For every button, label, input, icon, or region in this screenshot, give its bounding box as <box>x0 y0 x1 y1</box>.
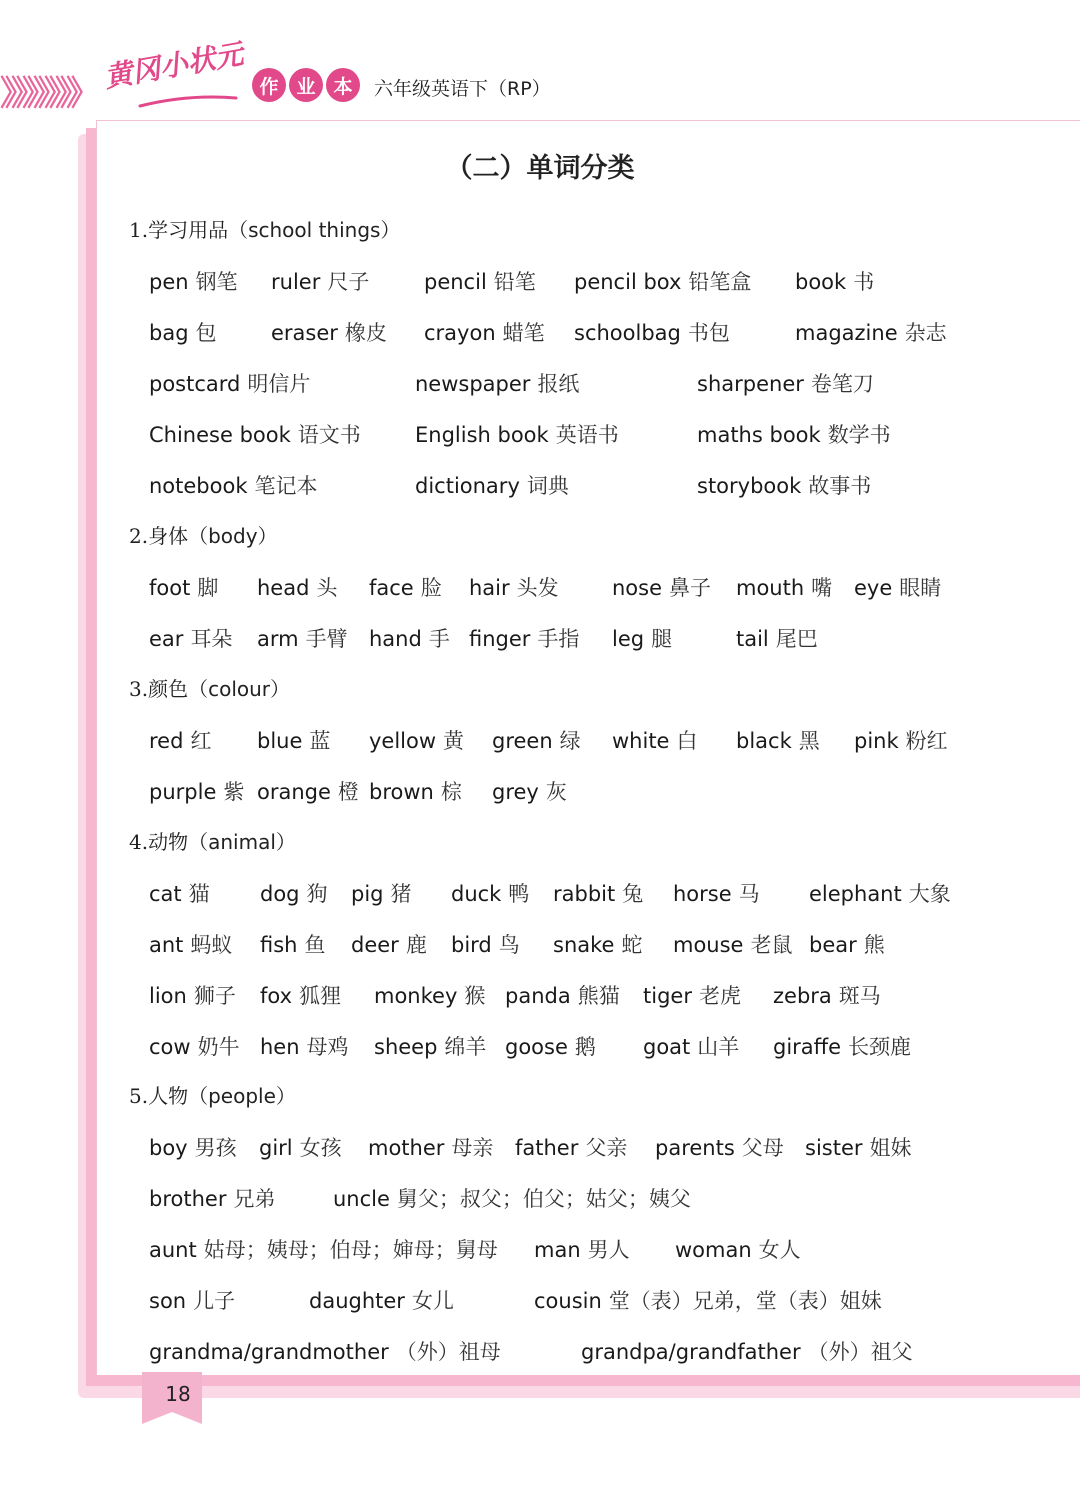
word-chinese: 蚂蚁 <box>190 933 233 957</box>
word-english: leg <box>612 627 645 651</box>
word-item-woman <box>675 1234 801 1264</box>
word-english: eye <box>854 576 893 600</box>
word-chinese: 堂（表）兄弟，堂（表）姐妹 <box>608 1289 882 1313</box>
word-english: sister <box>805 1136 863 1160</box>
word-english: daughter <box>309 1289 405 1313</box>
word-english: nose <box>612 576 663 600</box>
word-english: grandpa/grandfather <box>581 1340 801 1364</box>
word-chinese: 黄 <box>443 729 465 753</box>
word-chinese: 父母 <box>741 1136 784 1160</box>
word-chinese: 蓝 <box>309 729 331 753</box>
word-english: son <box>149 1289 187 1313</box>
word-item-orange <box>257 776 359 806</box>
word-chinese: 男孩 <box>194 1136 237 1160</box>
word-chinese: 男人 <box>587 1238 630 1262</box>
category-heading-num: 4. <box>129 830 149 854</box>
word-item-pig <box>351 878 412 908</box>
word-item-dog <box>260 878 328 908</box>
word-chinese: 鸭 <box>508 882 530 906</box>
word-chinese: 马 <box>738 882 760 906</box>
word-english: ruler <box>271 270 321 294</box>
word-chinese: 橡皮 <box>344 321 387 345</box>
word-item-monkey <box>374 980 485 1010</box>
word-item-fox <box>260 980 341 1010</box>
word-english: yellow <box>369 729 437 753</box>
word-chinese: 粉红 <box>905 729 948 753</box>
category-heading-en: （body） <box>188 524 278 548</box>
word-chinese: 嘴 <box>811 576 833 600</box>
word-item-man <box>534 1234 630 1264</box>
word-item-grandma-grandmother <box>149 1336 501 1366</box>
word-item-finger <box>469 623 579 653</box>
word-item-ear <box>149 623 232 653</box>
word-item-foot <box>149 572 218 602</box>
word-item-mother <box>368 1132 493 1162</box>
word-item-pencil <box>424 266 536 296</box>
word-chinese: 杂志 <box>904 321 947 345</box>
word-chinese: 腿 <box>651 627 673 651</box>
word-english: black <box>736 729 792 753</box>
category-heading-en: （school things） <box>228 218 401 242</box>
word-english: ear <box>149 627 184 651</box>
word-english: dog <box>260 882 300 906</box>
word-item-grandpa-grandfather <box>581 1336 913 1366</box>
word-english: zebra <box>773 984 832 1008</box>
category-heading-school-things <box>129 214 400 243</box>
word-english: sheep <box>374 1035 438 1059</box>
category-heading-animal <box>129 826 296 855</box>
word-item-fish <box>260 929 325 959</box>
word-english: schoolbag <box>574 321 681 345</box>
word-item-rabbit <box>553 878 643 908</box>
word-english: tiger <box>643 984 692 1008</box>
word-item-yellow <box>369 725 464 755</box>
word-chinese: 白 <box>676 729 698 753</box>
word-chinese: 灰 <box>545 780 567 804</box>
word-item-goose <box>505 1031 596 1061</box>
word-chinese: 橙 <box>337 780 359 804</box>
category-heading-en: （colour） <box>188 677 291 701</box>
category-heading-cn: 人物 <box>148 1084 189 1108</box>
word-english: cow <box>149 1035 191 1059</box>
word-chinese: 铅笔 <box>493 270 536 294</box>
word-english: tail <box>736 627 769 651</box>
word-chinese: 猫 <box>188 882 210 906</box>
word-english: head <box>257 576 310 600</box>
word-english: magazine <box>795 321 898 345</box>
word-item-tiger <box>643 980 741 1010</box>
word-chinese: 铅笔盒 <box>688 270 752 294</box>
word-item-purple <box>149 776 244 806</box>
word-english: elephant <box>809 882 902 906</box>
book-title: 六年级英语下（RP） <box>374 78 551 100</box>
word-english: sharpener <box>697 372 804 396</box>
word-chinese: 鹅 <box>574 1035 596 1059</box>
word-english: fox <box>260 984 293 1008</box>
word-item-grey <box>492 776 567 806</box>
word-item-uncle <box>333 1183 691 1213</box>
word-item-cat <box>149 878 210 908</box>
word-chinese: 黑 <box>798 729 820 753</box>
section-title: （二）单词分类 <box>445 153 635 184</box>
word-english: brown <box>369 780 434 804</box>
word-english: man <box>534 1238 581 1262</box>
word-item-deer <box>351 929 427 959</box>
word-chinese: 老鼠 <box>750 933 793 957</box>
word-item-bird <box>451 929 520 959</box>
word-chinese: 鸟 <box>498 933 520 957</box>
word-chinese: 报纸 <box>537 372 580 396</box>
category-heading-en: （people） <box>188 1084 296 1108</box>
word-item-magazine <box>795 317 947 347</box>
homework-badges <box>252 68 360 102</box>
word-item-arm <box>257 623 348 653</box>
word-item-father <box>515 1132 627 1162</box>
word-chinese: 狮子 <box>193 984 236 1008</box>
word-english: English book <box>415 423 549 447</box>
word-english: mouth <box>736 576 805 600</box>
word-item-parents <box>655 1132 784 1162</box>
word-english: grey <box>492 780 539 804</box>
word-item-brown <box>369 776 462 806</box>
word-english: bird <box>451 933 492 957</box>
word-chinese: 语文书 <box>297 423 361 447</box>
word-item-mouse <box>673 929 792 959</box>
word-item-bag <box>149 317 217 347</box>
word-item-hen <box>260 1031 349 1061</box>
word-english: duck <box>451 882 502 906</box>
category-heading-num: 5. <box>129 1084 149 1108</box>
word-chinese: 长颈鹿 <box>848 1035 912 1059</box>
word-english: postcard <box>149 372 241 396</box>
word-item-postcard <box>149 368 310 398</box>
word-chinese: 兄弟 <box>233 1187 276 1211</box>
word-chinese: 奶牛 <box>197 1035 240 1059</box>
word-item-white <box>612 725 697 755</box>
word-english: eraser <box>271 321 338 345</box>
brand-swoosh-icon <box>138 92 238 110</box>
word-english: face <box>369 576 414 600</box>
category-heading-en: （animal） <box>188 830 296 854</box>
word-english: cousin <box>534 1289 602 1313</box>
word-english: mother <box>368 1136 445 1160</box>
category-heading-cn: 颜色 <box>148 677 189 701</box>
word-english: lion <box>149 984 187 1008</box>
word-item-book <box>795 266 874 296</box>
word-english: hen <box>260 1035 300 1059</box>
word-item-brother <box>149 1183 275 1213</box>
category-heading-num: 1. <box>129 218 149 242</box>
word-chinese: 书 <box>853 270 875 294</box>
word-chinese: 舅父；叔父；伯父；姑父；姨父 <box>396 1187 691 1211</box>
word-chinese: 鼻子 <box>669 576 712 600</box>
badge-zuo: 作 <box>252 68 286 102</box>
word-english: blue <box>257 729 303 753</box>
word-english: green <box>492 729 553 753</box>
word-chinese: 老虎 <box>698 984 741 1008</box>
word-chinese: 绿 <box>559 729 581 753</box>
category-heading-cn: 身体 <box>148 524 189 548</box>
word-chinese: 蛇 <box>621 933 643 957</box>
header-chevrons: 》》》》》》》 <box>0 74 94 114</box>
word-english: pen <box>149 270 189 294</box>
word-chinese: 手 <box>428 627 450 651</box>
word-item-tail <box>736 623 818 653</box>
word-item-daughter <box>309 1285 454 1315</box>
word-english: notebook <box>149 474 248 498</box>
word-item-panda <box>505 980 620 1010</box>
word-english: orange <box>257 780 331 804</box>
word-english: woman <box>675 1238 752 1262</box>
word-chinese: 钢笔 <box>195 270 238 294</box>
word-english: aunt <box>149 1238 197 1262</box>
word-chinese: 猴 <box>464 984 486 1008</box>
word-item-green <box>492 725 581 755</box>
brand-name: 黄冈小状元 <box>101 37 246 95</box>
word-chinese: 猪 <box>390 882 412 906</box>
word-english: parents <box>655 1136 735 1160</box>
word-chinese: 兔 <box>622 882 644 906</box>
word-item-zebra <box>773 980 881 1010</box>
word-item-maths-book <box>697 419 891 449</box>
word-chinese: 明信片 <box>247 372 311 396</box>
word-english: rabbit <box>553 882 616 906</box>
word-item-duck <box>451 878 529 908</box>
word-english: pencil <box>424 270 487 294</box>
word-item-pen <box>149 266 238 296</box>
word-item-dictionary <box>415 470 569 500</box>
word-english: giraffe <box>773 1035 842 1059</box>
word-item-cow <box>149 1031 240 1061</box>
word-english: pink <box>854 729 899 753</box>
category-heading-colour <box>129 673 290 702</box>
word-item-sister <box>805 1132 912 1162</box>
word-item-eye <box>854 572 941 602</box>
word-chinese: 母亲 <box>451 1136 494 1160</box>
word-english: bear <box>809 933 857 957</box>
word-item-cousin <box>534 1285 882 1315</box>
word-english: pig <box>351 882 384 906</box>
word-english: book <box>795 270 847 294</box>
word-chinese: 姑母；姨母；伯母；婶母；舅母 <box>203 1238 498 1262</box>
word-item-black <box>736 725 820 755</box>
word-item-girl <box>259 1132 342 1162</box>
word-chinese: （外）祖父 <box>807 1340 913 1364</box>
page-number-tab <box>140 1372 202 1426</box>
word-english: snake <box>553 933 615 957</box>
word-item-aunt <box>149 1234 498 1264</box>
category-heading-num: 3. <box>129 677 149 701</box>
word-item-english-book <box>415 419 619 449</box>
word-item-giraffe <box>773 1031 911 1061</box>
word-english: uncle <box>333 1187 390 1211</box>
word-english: foot <box>149 576 191 600</box>
word-chinese: 大象 <box>908 882 951 906</box>
word-item-notebook <box>149 470 318 500</box>
word-item-horse <box>673 878 760 908</box>
word-item-snake <box>553 929 642 959</box>
word-item-head <box>257 572 337 602</box>
word-chinese: 尺子 <box>327 270 370 294</box>
word-english: hair <box>469 576 510 600</box>
word-item-red <box>149 725 211 755</box>
word-item-ant <box>149 929 232 959</box>
word-english: cat <box>149 882 182 906</box>
word-chinese: 姐妹 <box>869 1136 912 1160</box>
word-english: boy <box>149 1136 188 1160</box>
word-item-mouth <box>736 572 832 602</box>
word-chinese: 熊 <box>863 933 885 957</box>
word-chinese: 手指 <box>537 627 580 651</box>
word-item-elephant <box>809 878 951 908</box>
word-item-nose <box>612 572 711 602</box>
word-english: newspaper <box>415 372 531 396</box>
page-number: 18 <box>165 1382 191 1406</box>
word-chinese: 狐狸 <box>299 984 342 1008</box>
word-chinese: 尾巴 <box>775 627 818 651</box>
word-english: horse <box>673 882 732 906</box>
word-item-face <box>369 572 442 602</box>
word-chinese: 脚 <box>197 576 219 600</box>
category-heading-cn: 学习用品 <box>148 218 229 242</box>
word-chinese: 棕 <box>440 780 462 804</box>
word-chinese: 头 <box>316 576 338 600</box>
word-item-crayon <box>424 317 545 347</box>
word-chinese: 耳朵 <box>190 627 233 651</box>
word-english: mouse <box>673 933 744 957</box>
word-english: goose <box>505 1035 568 1059</box>
word-chinese: 英语书 <box>555 423 619 447</box>
word-chinese: 女人 <box>758 1238 801 1262</box>
word-english: fish <box>260 933 298 957</box>
word-item-sharpener <box>697 368 874 398</box>
word-chinese: 紫 <box>223 780 245 804</box>
word-item-bear <box>809 929 885 959</box>
word-item-schoolbag <box>574 317 730 347</box>
word-chinese: 眼睛 <box>899 576 942 600</box>
word-english: father <box>515 1136 579 1160</box>
word-item-lion <box>149 980 236 1010</box>
word-chinese: 女孩 <box>299 1136 342 1160</box>
word-item-newspaper <box>415 368 579 398</box>
word-item-chinese-book <box>149 419 361 449</box>
word-chinese: 斑马 <box>838 984 881 1008</box>
category-heading-num: 2. <box>129 524 149 548</box>
word-chinese: 手臂 <box>305 627 348 651</box>
word-chinese: 书包 <box>687 321 730 345</box>
word-english: pencil box <box>574 270 682 294</box>
word-chinese: （外）祖母 <box>395 1340 501 1364</box>
word-english: arm <box>257 627 299 651</box>
word-english: hand <box>369 627 422 651</box>
word-item-hair <box>469 572 559 602</box>
word-english: panda <box>505 984 571 1008</box>
badge-ye: 业 <box>289 68 323 102</box>
category-heading-people <box>129 1080 296 1109</box>
word-chinese: 笔记本 <box>254 474 318 498</box>
word-item-ruler <box>271 266 369 296</box>
word-item-eraser <box>271 317 387 347</box>
word-item-hand <box>369 623 450 653</box>
word-chinese: 蜡笔 <box>502 321 545 345</box>
word-english: Chinese book <box>149 423 291 447</box>
word-chinese: 父亲 <box>585 1136 628 1160</box>
word-chinese: 脸 <box>420 576 442 600</box>
word-english: ant <box>149 933 184 957</box>
word-english: red <box>149 729 184 753</box>
word-english: deer <box>351 933 399 957</box>
word-english: crayon <box>424 321 496 345</box>
word-english: purple <box>149 780 217 804</box>
category-heading-body <box>129 520 278 549</box>
word-english: grandma/grandmother <box>149 1340 389 1364</box>
word-item-boy <box>149 1132 237 1162</box>
word-chinese: 狗 <box>306 882 328 906</box>
word-chinese: 红 <box>190 729 212 753</box>
word-item-pencil-box <box>574 266 751 296</box>
word-english: bag <box>149 321 189 345</box>
word-chinese: 鱼 <box>304 933 326 957</box>
word-chinese: 母鸡 <box>306 1035 349 1059</box>
word-chinese: 包 <box>195 321 217 345</box>
word-item-storybook <box>697 470 871 500</box>
word-english: monkey <box>374 984 458 1008</box>
word-item-leg <box>612 623 672 653</box>
word-english: finger <box>469 627 531 651</box>
word-item-goat <box>643 1031 739 1061</box>
word-chinese: 熊猫 <box>577 984 620 1008</box>
word-item-blue <box>257 725 330 755</box>
word-item-pink <box>854 725 948 755</box>
badge-ben: 本 <box>326 68 360 102</box>
brand-logo <box>101 37 248 112</box>
word-english: white <box>612 729 670 753</box>
word-english: maths book <box>697 423 821 447</box>
word-english: girl <box>259 1136 293 1160</box>
word-chinese: 故事书 <box>808 474 872 498</box>
word-chinese: 卷笔刀 <box>810 372 874 396</box>
word-chinese: 数学书 <box>827 423 891 447</box>
word-english: brother <box>149 1187 227 1211</box>
category-heading-cn: 动物 <box>148 830 189 854</box>
word-chinese: 儿子 <box>193 1289 236 1313</box>
word-chinese: 词典 <box>526 474 569 498</box>
word-chinese: 女儿 <box>411 1289 454 1313</box>
word-chinese: 头发 <box>516 576 559 600</box>
word-english: goat <box>643 1035 691 1059</box>
word-item-son <box>149 1285 235 1315</box>
word-chinese: 山羊 <box>697 1035 740 1059</box>
word-item-sheep <box>374 1031 486 1061</box>
word-english: storybook <box>697 474 802 498</box>
word-chinese: 鹿 <box>405 933 427 957</box>
word-chinese: 绵羊 <box>444 1035 487 1059</box>
word-english: dictionary <box>415 474 520 498</box>
